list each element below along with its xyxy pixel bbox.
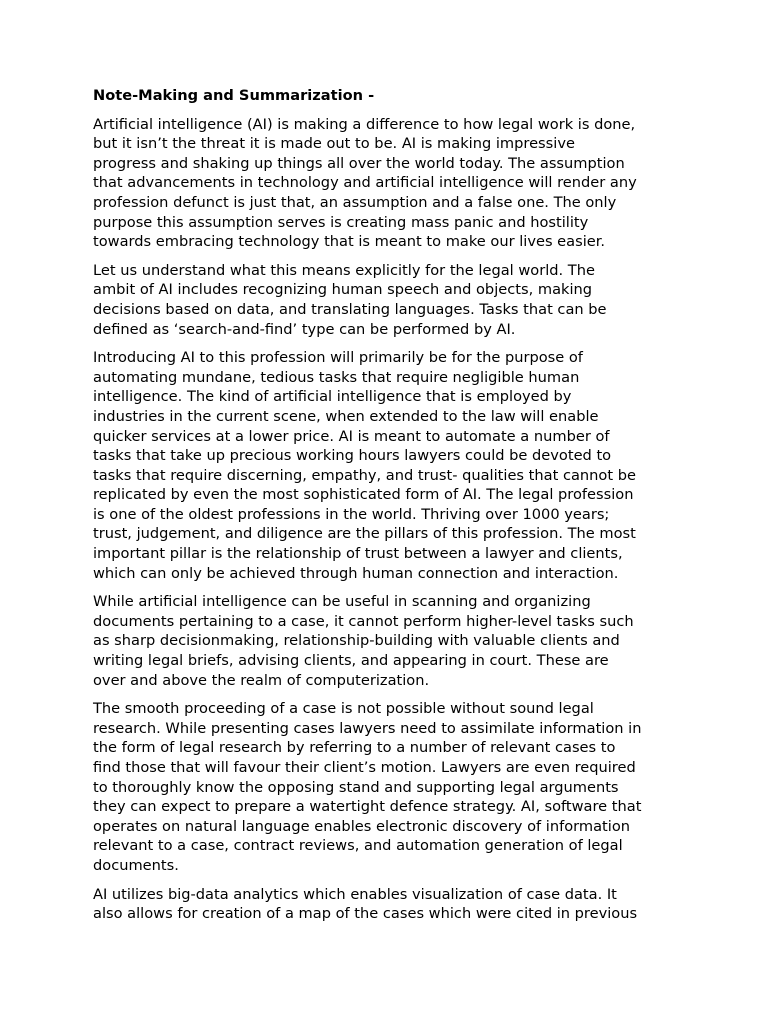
paragraph-line: intelligence. The kind of artificial intelligence that is employed by xyxy=(93,388,572,406)
paragraph-line: tasks that require discerning, empathy, and trust- qualities that cannot be xyxy=(93,466,636,484)
paragraph xyxy=(93,592,683,690)
paragraph-line: research. While presenting cases lawyers need to assimilate information in xyxy=(93,719,642,737)
paragraph-line: towards embracing technology that is meant to make our lives easier. xyxy=(93,233,606,251)
paragraph-line: is one of the oldest professions in the world. Thriving over 1000 years; xyxy=(93,505,610,523)
paragraph-line: Introducing AI to this profession will primarily be for the purpose of xyxy=(93,349,583,367)
paragraph-line: that advancements in technology and artificial intelligence will render any xyxy=(93,174,637,192)
paragraph-line: automating mundane, tedious tasks that require negligible human xyxy=(93,368,580,386)
paragraph xyxy=(93,261,683,339)
paragraph-line: purpose this assumption serves is creating mass panic and hostility xyxy=(93,213,589,231)
paragraph-line: documents. xyxy=(93,856,179,874)
paragraph-line: AI utilizes big-data analytics which enables visualization of case data. It xyxy=(93,885,617,903)
paragraph xyxy=(93,348,683,583)
paragraph-line: find those that will favour their client’s motion. Lawyers are even required xyxy=(93,759,636,776)
paragraph-line: decisions based on data, and translating languages. Tasks that can be xyxy=(93,300,607,318)
document-body xyxy=(93,115,683,924)
document-page xyxy=(93,86,683,933)
paragraph-line: progress and shaking up things all over the world today. The assumption xyxy=(93,154,625,172)
paragraph-line: to thoroughly know the opposing stand and supporting legal arguments xyxy=(93,778,619,796)
paragraph-line: tasks that take up precious working hours lawyers could be devoted to xyxy=(93,447,612,465)
paragraph-line: industries in the current scene, when extended to the law will enable xyxy=(93,407,599,425)
paragraph-line: profession defunct is just that, an assumption and a false one. The only xyxy=(93,193,617,211)
paragraph-line: defined as ‘search-and-find’ type can be performed by AI. xyxy=(93,320,516,338)
paragraph-line: over and above the realm of computerization. xyxy=(93,671,430,689)
paragraph-line: the form of legal research by referring to a number of relevant cases to xyxy=(93,739,616,757)
paragraph-line: trust, judgement, and diligence are the pillars of this profession. The most xyxy=(93,525,636,543)
paragraph-line: also allows for creation of a map of the cases which were cited in previous xyxy=(93,905,638,923)
paragraph-line: quicker services at a lower price. AI is meant to automate a number of xyxy=(93,427,610,445)
paragraph-line: The smooth proceeding of a case is not possible without sound legal xyxy=(93,700,594,718)
paragraph-line: as sharp decisionmaking, relationship-building with valuable clients and xyxy=(93,632,620,650)
paragraph-line: replicated by even the most sophisticated form of AI. The legal profession xyxy=(93,486,634,504)
paragraph-line: relevant to a case, contract reviews, and automation generation of legal xyxy=(93,837,623,855)
paragraph-line: While artificial intelligence can be useful in scanning and organizing xyxy=(93,593,591,611)
paragraph-line: writing legal briefs, advising clients, and appearing in court. These are xyxy=(93,652,609,670)
paragraph xyxy=(93,699,683,875)
paragraph-line: documents pertaining to a case, it cannot perform higher-level tasks such xyxy=(93,612,634,630)
paragraph-line: Let us understand what this means explicitly for the legal world. The xyxy=(93,261,595,279)
paragraph-line: important pillar is the relationship of trust between a lawyer and clients, xyxy=(93,545,623,563)
paragraph xyxy=(93,885,683,924)
paragraph-line: but it isn’t the threat it is made out to be. AI is making impressive xyxy=(93,135,575,153)
paragraph xyxy=(93,115,683,252)
paragraph-line: they can expect to prepare a watertight defence strategy. AI, software that xyxy=(93,798,642,816)
paragraph-line: operates on natural language enables electronic discovery of information xyxy=(93,817,630,835)
document-title: Note-Making and Summarization - xyxy=(93,87,375,104)
paragraph-line: ambit of AI includes recognizing human speech and objects, making xyxy=(93,281,593,299)
paragraph-line: which can only be achieved through human connection and interaction. xyxy=(93,564,619,582)
paragraph-line: Artificial intelligence (AI) is making a difference to how legal work is done, xyxy=(93,115,636,133)
